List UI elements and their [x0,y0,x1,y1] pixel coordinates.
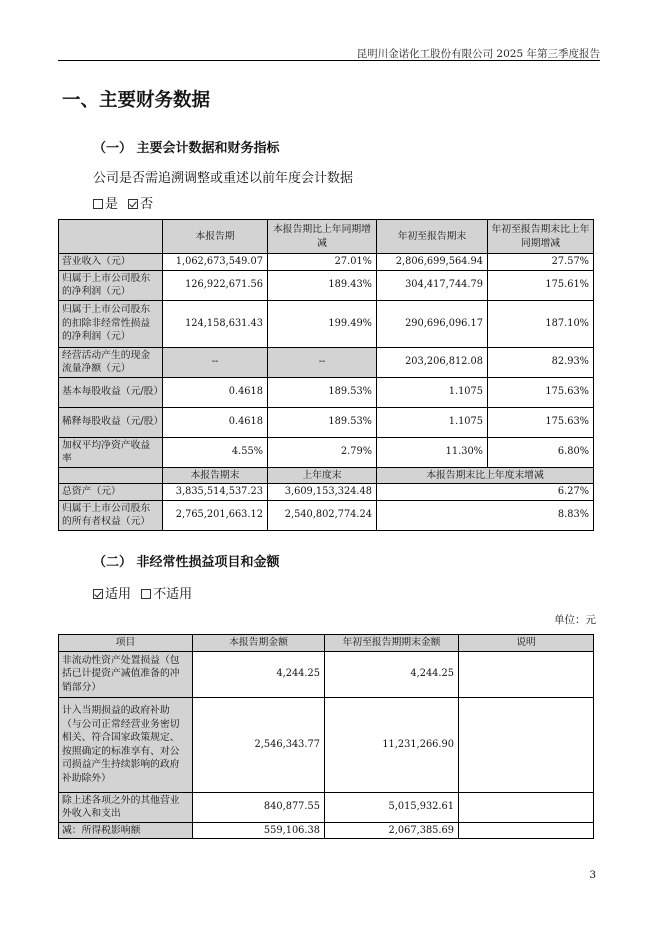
table-row [59,300,594,347]
cell-value: 175.63% [488,407,594,437]
cell-value: 3,609,153,324.48 [268,484,377,501]
cell-value: 0.4618 [163,407,268,437]
row-label: 计入当期损益的政府补助（与公司正常经营业务密切相关、符合国家政策规定、按照确定的标准享有、对公司损益产生持续影响的政府补助除外） [59,697,193,792]
checkbox-not-apply[interactable] [141,589,151,599]
page-number: 3 [589,869,596,881]
document-header: 昆明川金诺化工股份有限公司 2025 年第三季度报告 [356,48,600,60]
checkbox-yes[interactable] [93,199,103,209]
cell-value: 2,067,385.69 [325,822,459,839]
row-label: 非流动性资产处置损益（包括已计提资产减值准备的冲销部分） [59,651,193,697]
table-row [59,822,594,839]
table1-header: 年初至报告期末比上年同期增减 [488,220,594,254]
cell-value: 559,106.38 [193,822,325,839]
option-no-label: 否 [140,197,154,212]
cell-value: 290,696,096.17 [377,300,488,347]
table-row [59,697,594,792]
cell-value: 4.55% [163,437,268,467]
applicability-options [93,583,192,602]
section-title: 一、主要财务数据 [62,90,211,111]
cell-note [459,697,594,792]
cell-value: 5,015,932.61 [325,792,459,822]
cell-value: 304,417,744.79 [377,270,488,300]
cell-value: 4,244.25 [325,651,459,697]
option-not-apply-label: 不适用 [153,587,193,602]
cell-note [459,651,594,697]
cell-value: 124,158,631.43 [163,300,268,347]
cell-value: 189.53% [268,377,377,407]
row-label: 除上述各项之外的其他营业外收入和支出 [59,792,193,822]
cell-note [459,792,594,822]
cell-value: 82.93% [488,347,594,377]
table-row [59,484,594,501]
row-label: 归属于上市公司股东的所有者权益（元） [59,500,163,530]
cell-value: 3,835,514,537.23 [163,484,268,501]
table-row [59,651,594,697]
table-row [59,500,594,530]
cell-value: 2,540,802,774.24 [268,500,377,530]
row-label: 归属于上市公司股东的扣除非经常性损益的净利润（元） [59,300,163,347]
row-label: 归属于上市公司股东的净利润（元） [59,270,163,300]
checkbox-apply-checked[interactable] [93,589,103,599]
cell-value: 189.43% [268,270,377,300]
option-yes-label: 是 [105,197,119,212]
cell-value: 11,231,266.90 [325,697,459,792]
cell-value: 1.1075 [377,377,488,407]
cell-value: 1,062,673,549.07 [163,254,268,271]
cell-value: 199.49% [268,300,377,347]
row-label: 总资产（元） [59,484,163,501]
cell-value: 6.27% [377,484,594,501]
cell-value: -- [163,347,268,377]
row-label: 基本每股收益（元/股） [59,377,163,407]
table-row [59,792,594,822]
table2-header-row [59,635,594,652]
cell-value: 4,244.25 [193,651,325,697]
table1-header: 本报告期 [163,220,268,254]
row-label: 加权平均净资产收益率 [59,437,163,467]
cell-value: 27.57% [488,254,594,271]
cell-value: 187.10% [488,300,594,347]
table1-header: 上年度末 [268,467,377,484]
table2-header: 项目 [59,635,193,652]
cell-value: 27.01% [268,254,377,271]
cell-value: 0.4618 [163,377,268,407]
cell-value: 189.53% [268,407,377,437]
table2-header: 本报告期金额 [193,635,325,652]
subsection-title-2: （二） 非经常性损益项目和金额 [93,555,280,570]
table-row [59,407,594,437]
row-label: 经营活动产生的现金流量净额（元） [59,347,163,377]
row-label: 营业收入（元） [59,254,163,271]
table-row [59,347,594,377]
restatement-question: 公司是否需追溯调整或重述以前年度会计数据 [93,171,354,186]
table1-header-row [59,220,594,254]
table-row [59,270,594,300]
table1-header: 年初至报告期末 [377,220,488,254]
cell-value: 2,546,343.77 [193,697,325,792]
cell-note [459,822,594,839]
non-recurring-items-table [58,634,594,839]
table1-header: 本报告期末比上年度末增减 [377,467,594,484]
cell-value: 203,206,812.08 [377,347,488,377]
key-financial-data-table [58,219,594,531]
unit-label: 单位：元 [554,614,596,626]
header-rule [58,60,600,61]
table-row [59,254,594,271]
cell-value: 126,922,671.56 [163,270,268,300]
cell-value: 840,877.55 [193,792,325,822]
cell-value: 11.30% [377,437,488,467]
table1-header-row-2 [59,467,594,484]
table2-header: 说明 [459,635,594,652]
table1-corner-cell [59,220,163,254]
restatement-options [93,193,153,212]
cell-value: 8.83% [377,500,594,530]
table-row [59,377,594,407]
table-row [59,437,594,467]
cell-value: 175.61% [488,270,594,300]
table1-header: 本报告期末 [163,467,268,484]
row-label: 减：所得税影响额 [59,822,193,839]
cell-value: 175.63% [488,377,594,407]
cell-value: -- [268,347,377,377]
cell-value: 2,806,699,564.94 [377,254,488,271]
option-apply-label: 适用 [105,587,132,602]
table2-header: 年初至报告期期末金额 [325,635,459,652]
checkbox-no-checked[interactable] [128,199,138,209]
subsection-title-1: （一） 主要会计数据和财务指标 [93,141,280,156]
row-label: 稀释每股收益（元/股） [59,407,163,437]
cell-value: 2,765,201,663.12 [163,500,268,530]
cell-value: 2.79% [268,437,377,467]
table1-corner-cell-2 [59,467,163,484]
cell-value: 1.1075 [377,407,488,437]
cell-value: 6.80% [488,437,594,467]
table1-header: 本报告期比上年同期增减 [268,220,377,254]
